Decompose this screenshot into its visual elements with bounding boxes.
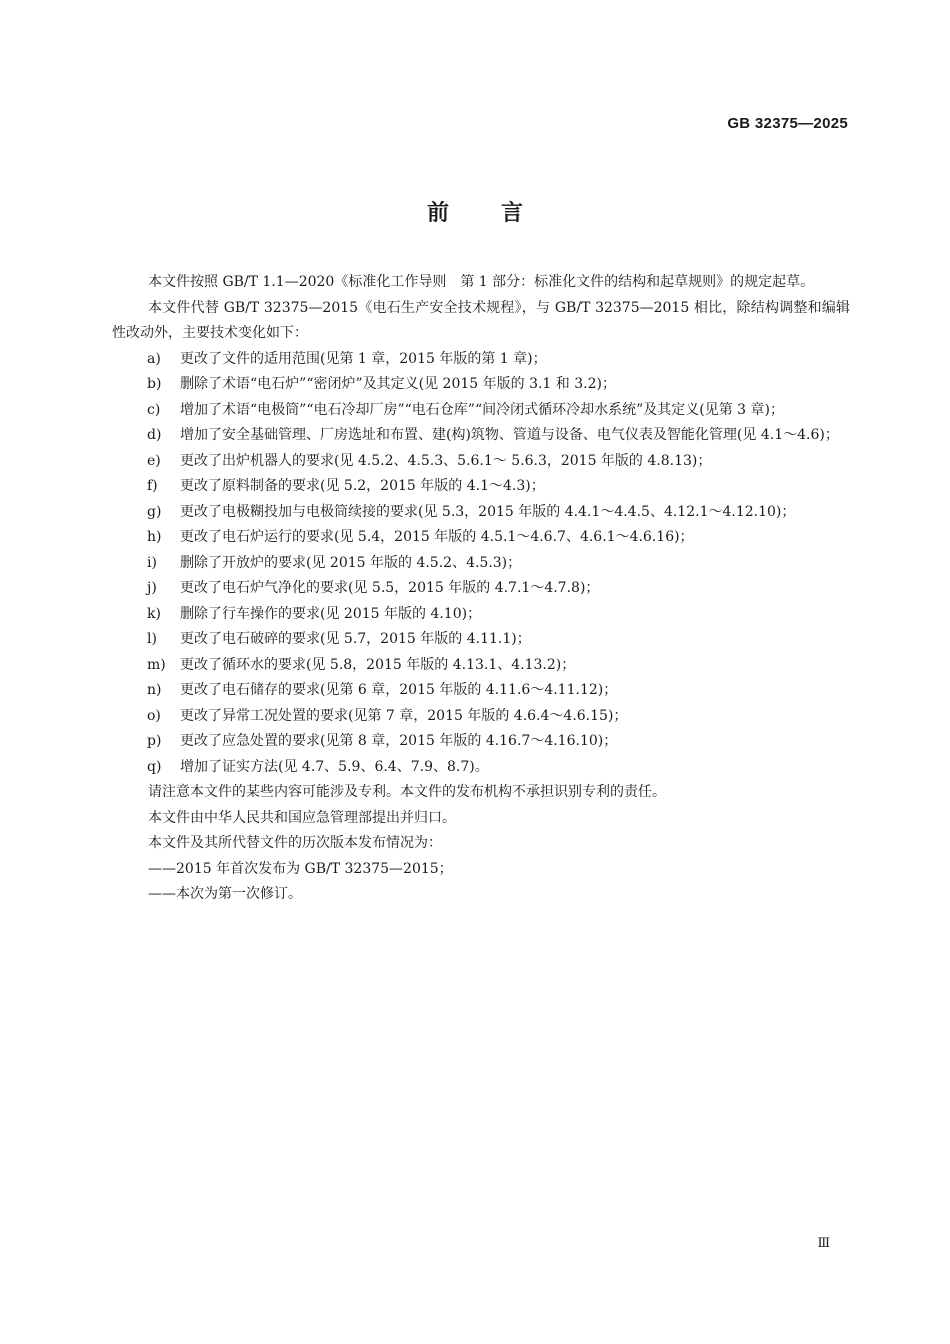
list-item [112,576,850,602]
list-marker: n) [147,682,162,698]
list-item [112,525,850,551]
closing-paragraph: 本文件及其所代替文件的历次版本发布情况为： [148,835,442,851]
list-marker: d) [147,427,162,443]
list-text: 更改了电石炉运行的要求(见 5.4，2015 年版的 4.5.1～4.6.7、4.6.1～4.6.16)； [180,529,694,545]
list-item [112,653,850,679]
list-text: 更改了应急处置的要求(见第 8 章，2015 年版的 4.16.7～4.16.10)； [180,733,618,749]
foreword-body [112,270,850,908]
list-marker: j) [147,580,157,596]
list-text: 更改了出炉机器人的要求(见 4.5.2、4.5.3、5.6.1～ 5.6.3，2015 年版的 4.8.13)； [180,452,712,469]
list-text: 更改了原料制备的要求(见 5.2，2015 年版的 4.1～4.3)； [180,478,545,494]
list-text: 增加了术语“电极筒”“电石冷却厂房”“电石仓库”“间冷闭式循环冷却水系统”及其定义(见第 3 章)； [180,401,784,418]
list-marker: c) [147,401,161,418]
list-marker: i) [147,554,157,571]
list-marker: o) [147,707,161,724]
list-item [112,627,850,653]
list-text: 更改了电极糊投加与电极筒续接的要求(见 5.3，2015 年版的 4.4.1～4.4.5、4.12.1～4.12.10)； [180,503,796,520]
list-item [112,678,850,704]
closing-paragraph: 请注意本文件的某些内容可能涉及专利。本文件的发布机构不承担识别专利的责任。 [148,784,666,800]
list-text: 更改了异常工况处置的要求(见第 7 章，2015 年版的 4.6.4～4.6.15)； [180,707,628,724]
list-text: 删除了术语“电石炉”“密闭炉”及其定义(见 2015 年版的 3.1 和 3.2)； [180,376,616,392]
list-item [112,500,850,526]
list-item [112,347,850,373]
list-item [112,704,850,730]
list-marker: e) [147,452,161,469]
list-marker: a) [147,350,161,367]
list-marker: k) [147,605,161,622]
list-text: 更改了电石储存的要求(见第 6 章，2015 年版的 4.11.6～4.11.12)； [180,682,618,698]
list-text: 更改了文件的适用范围(见第 1 章，2015 年版的第 1 章)； [180,350,547,367]
list-item [112,602,850,628]
list-item [112,474,850,500]
list-item [112,551,850,577]
list-text: 更改了电石炉气净化的要求(见 5.5，2015 年版的 4.7.1～4.7.8)； [180,580,600,596]
list-item [112,729,850,755]
list-marker: h) [147,529,162,545]
closing-paragraph: 本文件由中华人民共和国应急管理部提出并归口。 [148,809,456,826]
list-marker: m) [147,656,166,673]
list-text: 删除了行车操作的要求(见 2015 年版的 4.10)； [180,605,482,622]
page-title [0,196,950,227]
list-item [112,449,850,475]
title-char: 前 [426,201,449,226]
list-marker: l) [147,631,157,647]
changes-list [112,347,850,781]
list-item [112,423,850,449]
intro-paragraph: 本文件代替 GB/T 32375—2015《电石生产安全技术规程》，与 GB/T 32375—2015 相比，除结构调整和编辑性改动外，主要技术变化如下： [112,299,850,341]
history-entry: ——本次为第一次修订。 [148,886,302,902]
list-marker: g) [147,503,162,520]
intro-paragraph: 本文件按照 GB/T 1.1—2020《标准化工作导则 第 1 部分：标准化文件的结构和起草规则》的规定起草。 [148,274,815,290]
history-entry: ——2015 年首次发布为 GB/T 32375—2015； [148,860,453,877]
list-text: 增加了安全基础管理、厂房选址和布置、建(构)筑物、管道与设备、电气仪表及智能化管理(见 4.1～4.6)； [180,427,839,443]
standard-number: GB 32375—2025 [727,115,848,132]
list-item [112,372,850,398]
list-item [112,398,850,424]
list-marker: b) [147,376,162,392]
list-text: 更改了电石破碎的要求(见 5.7，2015 年版的 4.11.1)； [180,631,531,647]
list-marker: p) [147,733,162,749]
list-marker: q) [147,758,162,775]
list-text: 删除了开放炉的要求(见 2015 年版的 4.5.2、4.5.3)； [180,554,522,571]
list-text: 增加了证实方法(见 4.7、5.9、6.4、7.9、8.7)。 [180,758,489,775]
title-char: 言 [501,201,524,226]
list-marker: f) [147,478,158,494]
page-number: Ⅲ [817,1236,830,1251]
list-item [112,755,850,781]
list-text: 更改了循环水的要求(见 5.8，2015 年版的 4.13.1、4.13.2)； [180,656,576,673]
